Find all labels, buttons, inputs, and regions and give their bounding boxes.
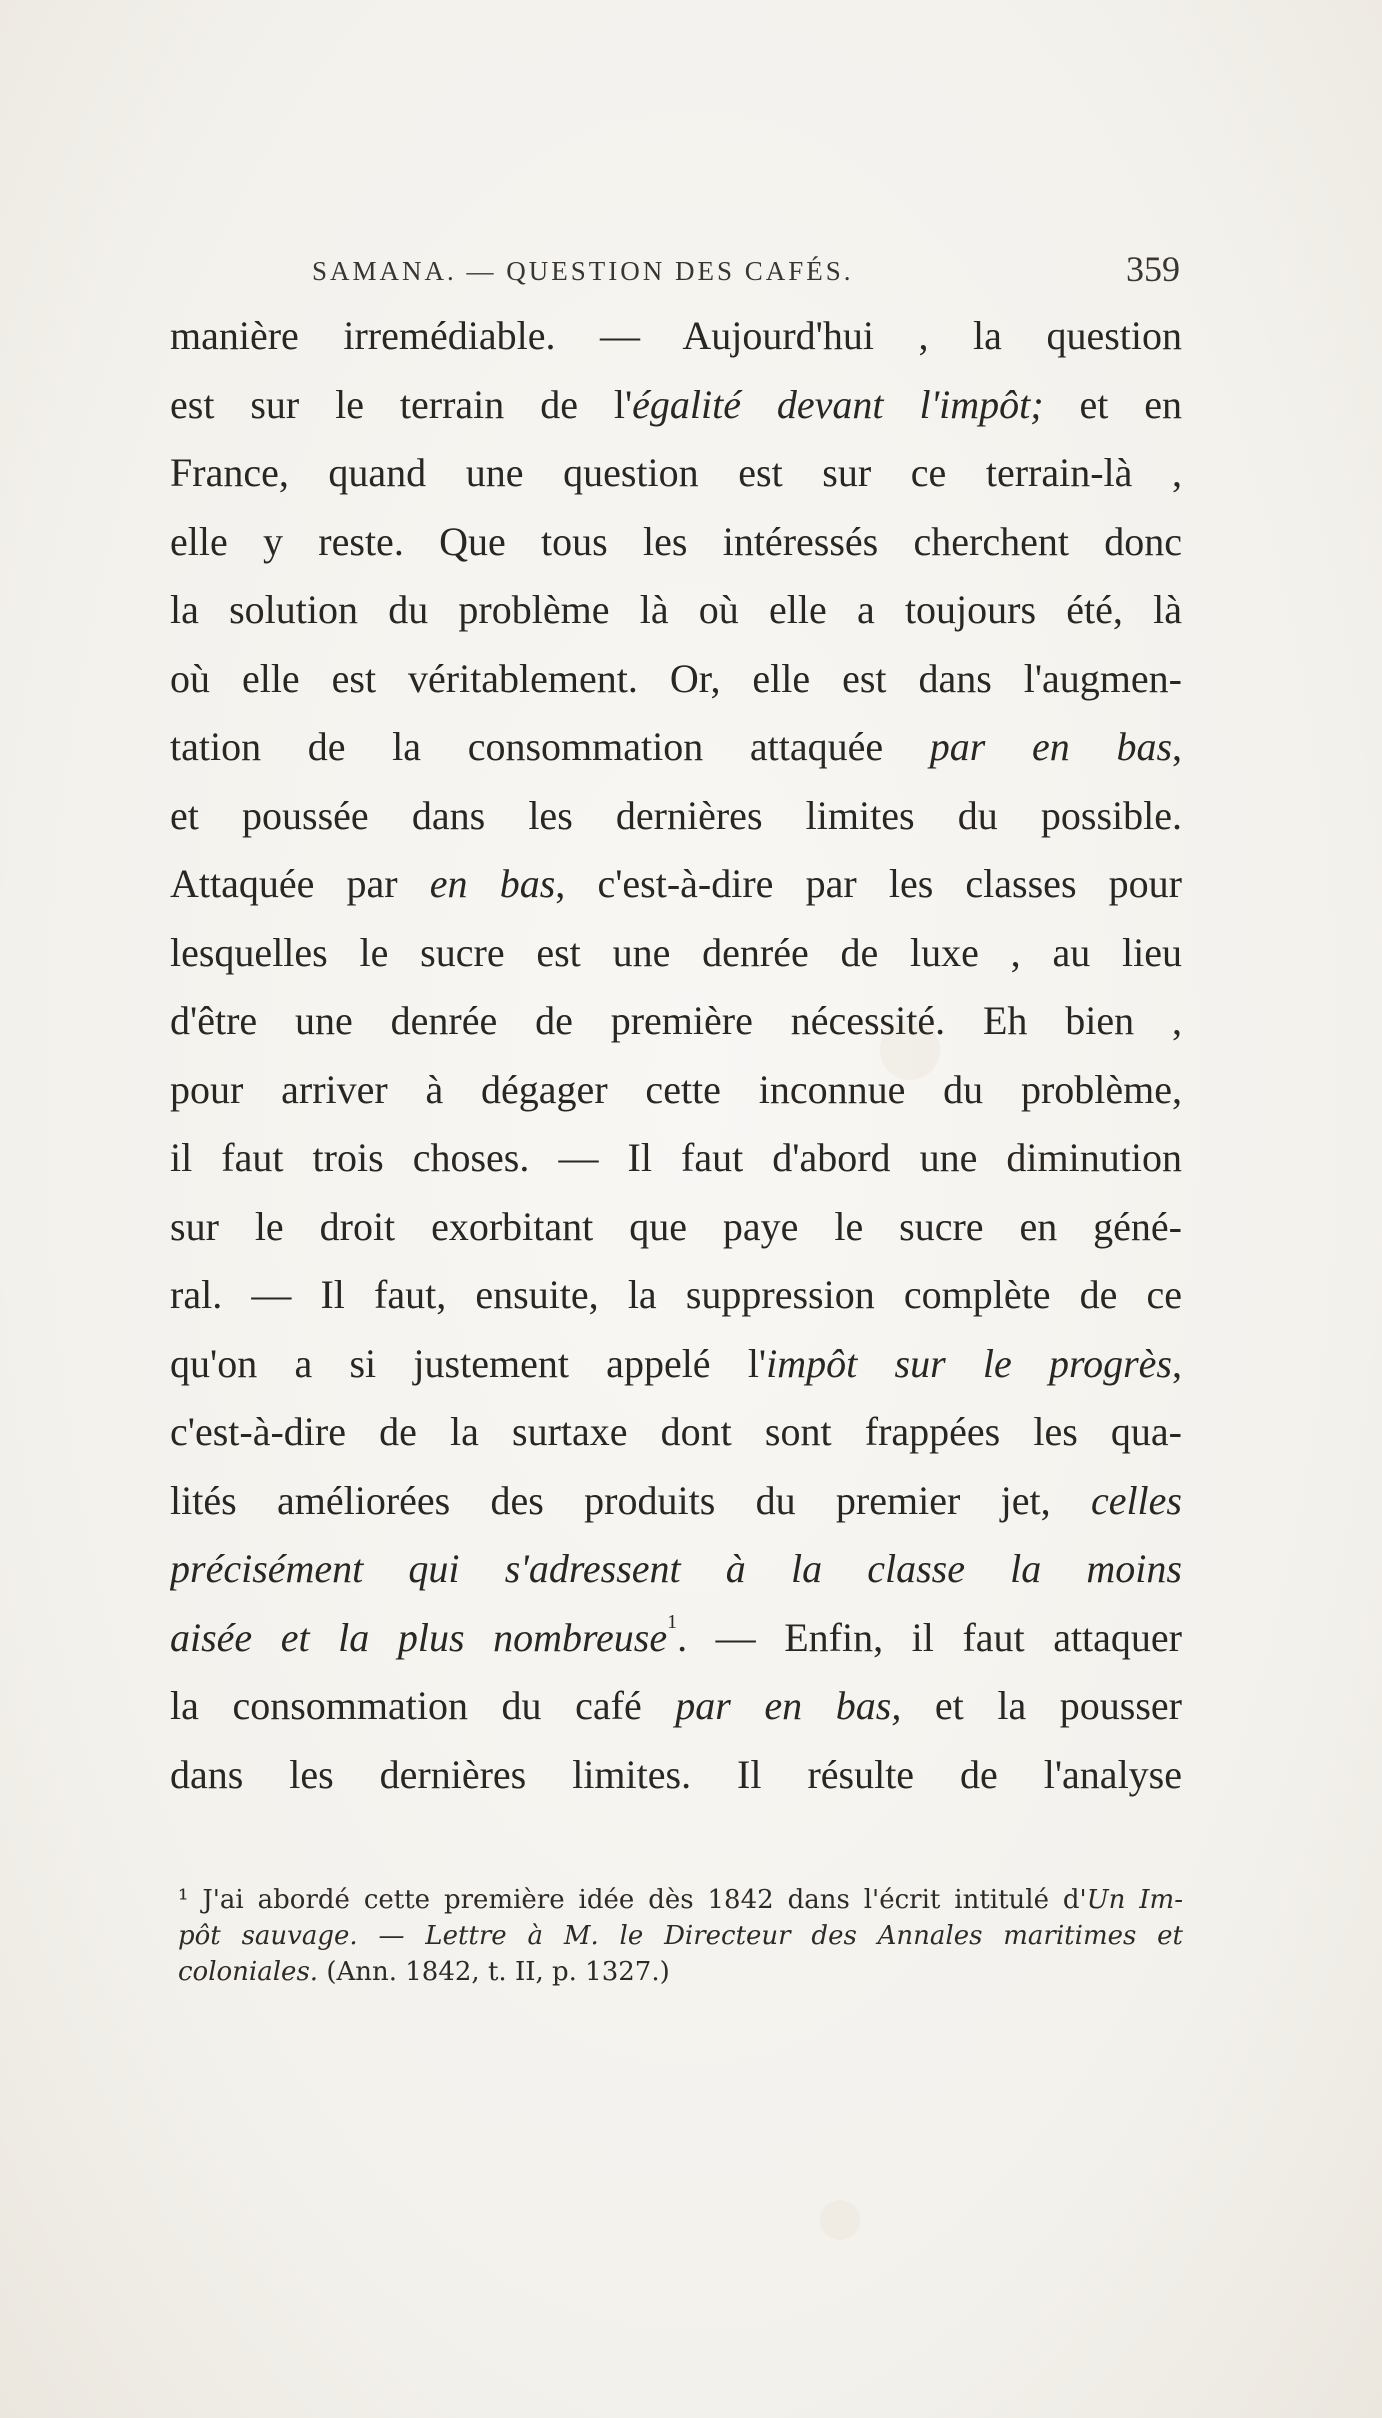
body-line: [170, 713, 1182, 782]
text-run: sur le droit exorbitant que paye le sucre en géné-: [170, 1203, 1182, 1249]
italic-text: celles: [1090, 1477, 1182, 1523]
footnote-line: [178, 1954, 1183, 1990]
text-run: il faut trois choses. — Il faut d'abord une diminution: [170, 1135, 1182, 1180]
italic-text: en bas: [429, 861, 556, 906]
body-line: [170, 1193, 1182, 1262]
body-text: [170, 302, 1182, 1809]
running-head: SAMANA. — QUESTION DES CAFÉS.: [312, 256, 854, 286]
text-run: qu'on a si justement appelé l': [170, 1340, 767, 1386]
text-run: et la pousser: [901, 1683, 1182, 1728]
text-run: ral. — Il faut, ensuite, la suppression complète de ce: [170, 1272, 1182, 1317]
text-run: lités améliorées des produits du premier jet,: [170, 1477, 1091, 1523]
body-line: [170, 645, 1182, 714]
body-line: [170, 1604, 1182, 1673]
body-line: [170, 1467, 1182, 1536]
text-run: manière irremédiable. — Aujourd'hui , la question: [170, 313, 1182, 358]
text-run: ,: [1171, 1340, 1182, 1386]
italic-text: coloniales.: [178, 1957, 319, 1987]
body-line: [170, 1261, 1182, 1330]
body-line: [170, 850, 1182, 919]
text-run: c'est-à-dire de la surtaxe dont sont frappées les qua-: [170, 1409, 1182, 1454]
italic-text: impôt sur le progrès: [766, 1340, 1172, 1386]
text-run: d'être une denrée de première nécessité. Eh bien ,: [170, 998, 1182, 1043]
italic-text: égalité devant l'impôt;: [632, 381, 1044, 427]
italic-text: Un Im-: [1086, 1885, 1183, 1915]
body-line: [170, 1330, 1182, 1399]
italic-text: précisément qui s'adressent à la classe la moins: [170, 1546, 1182, 1591]
body-line: [170, 576, 1182, 645]
footnote-marker: 1: [667, 1610, 678, 1633]
italic-text: aisée et la plus nombreuse: [170, 1614, 668, 1660]
text-run: dans les dernières limites. Il résulte de l'analyse: [170, 1751, 1182, 1797]
text-run: où elle est véritablement. Or, elle est dans l'augmen-: [170, 655, 1182, 701]
text-run: pour arriver à dégager cette inconnue du problème,: [170, 1066, 1182, 1112]
text-run: est sur le terrain de l': [170, 381, 633, 427]
footnote: [178, 1882, 1183, 1990]
body-line: [170, 508, 1182, 577]
body-line: [170, 919, 1182, 988]
text-run: ,: [1172, 724, 1182, 769]
text-run: . — Enfin, il faut attaquer: [677, 1614, 1182, 1660]
body-line: [170, 439, 1182, 508]
body-line: [170, 1535, 1182, 1604]
text-run: elle y reste. Que tous les intéressés cherchent donc: [170, 518, 1182, 564]
page-header: [312, 248, 1180, 298]
text-run: ¹ J'ai abordé cette première idée dès 1842 dans l'écrit intitulé d': [178, 1885, 1087, 1915]
body-line: [170, 302, 1182, 371]
text-run: (Ann. 1842, t. II, p. 1327.): [318, 1957, 670, 1987]
body-line: [170, 1672, 1182, 1741]
footnote-line: [178, 1918, 1183, 1954]
text-run: , c'est-à-dire par les classes pour: [555, 861, 1182, 906]
body-line: [170, 1124, 1182, 1193]
footnote-line: [178, 1882, 1183, 1918]
page-number: 359: [1126, 249, 1180, 289]
italic-text: par en bas: [929, 724, 1173, 769]
text-run: la solution du problème là où elle a toujours été, là: [170, 587, 1182, 632]
italic-text: pôt sauvage. — Lettre à M. le Directeur des Annales maritimes et: [178, 1921, 1183, 1951]
text-run: France, quand une question est sur ce terrain-là ,: [170, 450, 1182, 495]
text-run: et en: [1043, 381, 1182, 427]
body-line: [170, 987, 1182, 1056]
paper-stain: [820, 2200, 860, 2240]
text-run: tation de la consommation attaquée: [170, 724, 930, 769]
body-line: [170, 371, 1182, 440]
text-run: et poussée dans les dernières limites du possible.: [170, 792, 1182, 838]
text-run: la consommation du café: [170, 1683, 676, 1728]
body-line: [170, 782, 1182, 851]
text-run: lesquelles le sucre est une denrée de luxe , au lieu: [170, 929, 1182, 975]
body-line: [170, 1398, 1182, 1467]
italic-text: par en bas,: [675, 1683, 902, 1728]
body-line: [170, 1741, 1182, 1810]
text-run: Attaquée par: [170, 861, 430, 906]
body-line: [170, 1056, 1182, 1125]
